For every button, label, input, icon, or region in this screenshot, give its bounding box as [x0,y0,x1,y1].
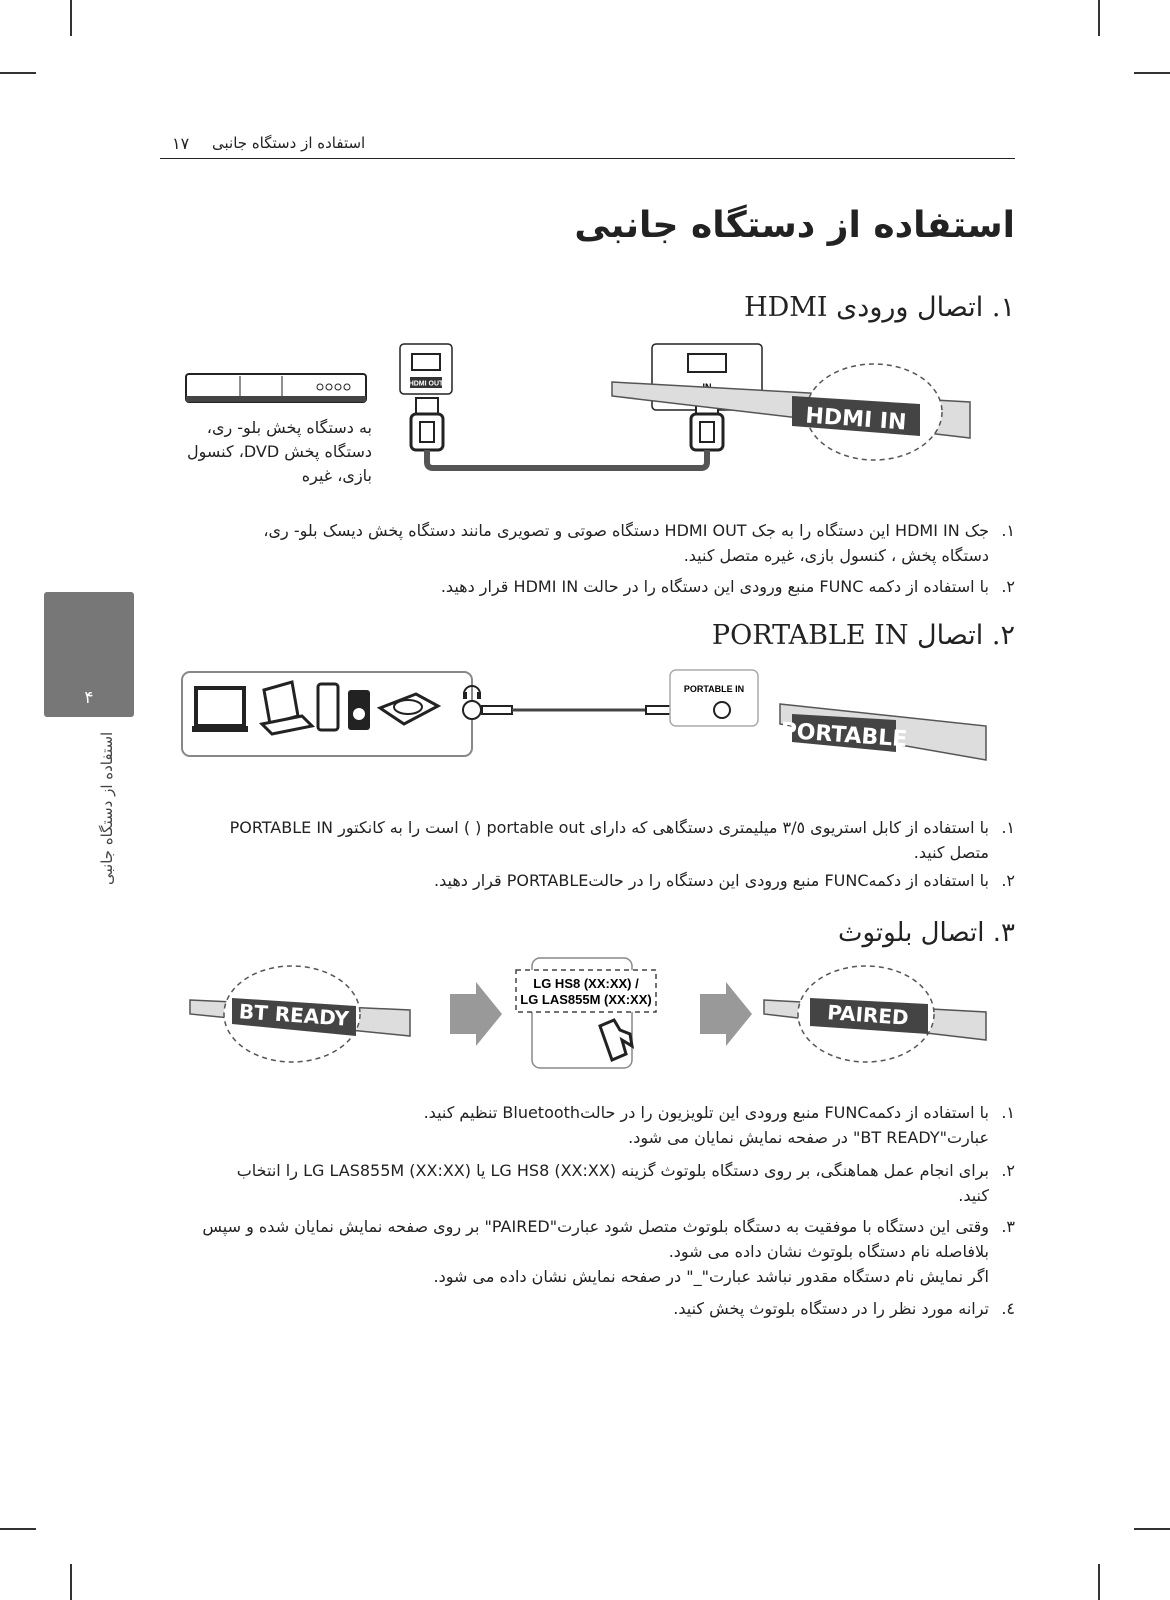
paired-display: PAIRED [826,1000,910,1030]
crop-mark [1098,1564,1100,1600]
bluetooth-step-3: ٣.وقتی این دستگاه با موفقیت به دستگاه بلوتوث متصل شود عبارت"PAIRED" بر روی صفحه نمایش نمایان شده و سپس بلافاصله نام دستگاه بلوتوث نشان داده می شود. اگر نمایش نام دستگاه مقدور نباشد عبارت"_" در صفحه نمایش نشان داده می شود. [202,1217,1015,1286]
hdmi-out-label: HDMI OUT [408,380,444,388]
bt-ready-display: BT READY [238,999,350,1031]
portable-connection-diagram [180,664,1000,774]
crop-mark [1134,72,1170,74]
smartphone-icon [318,684,338,730]
device-name-line-1: LG HS8 (XX:XX) / [533,976,639,991]
hdmi-plug-left-icon [411,398,443,450]
portable-display: PORTABLE [779,718,909,753]
crop-mark [0,1528,36,1530]
monitor-icon [192,688,248,732]
chapter-number: ۴ [84,688,94,708]
section-heading-bluetooth: ٣. اتصال بلوتوث [837,918,1015,948]
bluetooth-step-1: ١.با استفاده از دکمهFUNC منبع ورودی این تلویزیون را در حالتBluetooth تنظیم کنید. عبارت"BT READY" در صفحه نمایش نمایان می شود. [423,1103,1015,1147]
arrow-right-icon [700,982,752,1046]
bluetooth-step-4: ٤.ترانه مورد نظر را در دستگاه بلوتوث پخش کنید. [673,1299,1015,1318]
crop-mark [70,0,72,36]
chapter-tab [44,592,134,717]
page-title: استفاده از دستگاه جانبی [574,205,1015,246]
player-caption: به دستگاه پخش بلو- ری، دستگاه پخش DVD، کنسول بازی، غیره [187,418,372,485]
portable-step-1: ١.با استفاده از کابل استریوی ٣/٥ میلیمتری دستگاهی که دارای portable out ( ) است را به کانکتور PORTABLE IN متصل کنید. [229,818,1015,862]
chapter-label: استفاده از دستگاه جانبی [98,732,116,886]
running-title: استفاده از دستگاه جانبی [212,134,366,152]
crop-mark [70,1564,72,1600]
bluetooth-connection-diagram [180,950,1000,1080]
hdmi-step-1: ١.جک HDMI IN این دستگاه را به جک HDMI OUT دستگاه صوتی و تصویری مانند دستگاه پخش دیسک بلو- ری، دستگاه پخش ، کنسول بازی، غیره متصل کنید. [263,521,1015,565]
blu-ray-player-icon [186,374,366,402]
mp3-player-icon [348,690,370,730]
crop-mark [0,72,36,74]
page-number: ١٧ [172,134,190,153]
crop-mark [1098,0,1100,36]
section-heading-hdmi: ١. اتصال ورودی HDMI [744,292,1015,323]
bluetooth-step-2: ٢.برای انجام عمل هماهنگی، بر روی دستگاه بلوتوث گزینه LG HS8 (XX:XX) یا LG LAS855M (XX:XX) را انتخاب کنید. [236,1161,1015,1205]
portable-step-2: ٢.با استفاده از دکمهFUNC منبع ورودی این دستگاه را در حالتPORTABLE قرار دهید. [434,871,1015,890]
device-name-line-2: LG LAS855M (XX:XX) [520,992,652,1007]
hdmi-step-2: ٢.با استفاده از دکمه FUNC منبع ورودی این دستگاه را در حالت HDMI IN قرار دهید. [440,577,1015,596]
section-heading-portable: ٢. اتصال PORTABLE IN [711,620,1015,651]
portable-in-port-label: PORTABLE IN [683,684,745,694]
arrow-right-icon [450,982,502,1046]
hdmi-in-display: HDMI IN [804,403,908,436]
running-header [160,130,1015,159]
crop-mark [1134,1528,1170,1530]
